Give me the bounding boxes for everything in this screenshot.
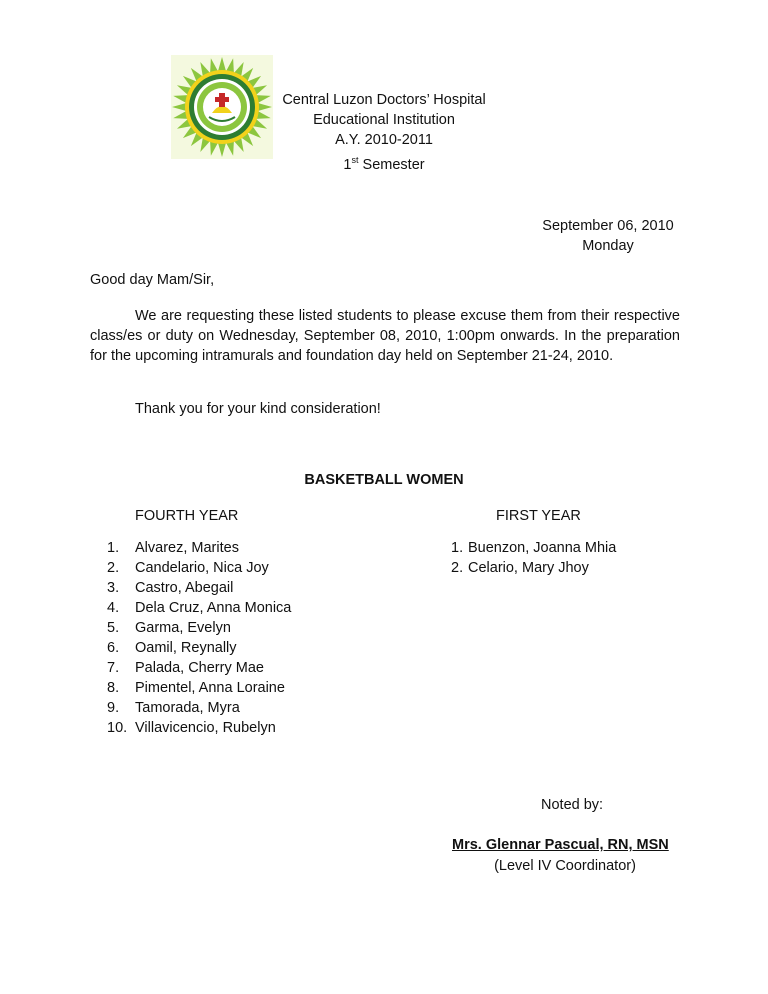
list-item xyxy=(107,638,291,658)
student-name: Candelario, Nica Joy xyxy=(135,560,269,576)
list-number: 4. xyxy=(107,600,120,616)
student-name: Pimentel, Anna Loraine xyxy=(135,680,285,696)
greeting: Good day Mam/Sir, xyxy=(90,272,215,288)
list-item xyxy=(451,538,616,558)
list-number: 3. xyxy=(107,580,120,596)
signatory-title: (Level IV Coordinator) xyxy=(494,858,636,874)
student-name: Tamorada, Myra xyxy=(135,700,240,716)
list-item xyxy=(107,538,291,558)
letter-body xyxy=(90,306,680,366)
student-name: Oamil, Reynally xyxy=(135,640,237,656)
first-year-heading: FIRST YEAR xyxy=(496,508,581,524)
student-name: Dela Cruz, Anna Monica xyxy=(135,600,292,616)
semester: 1st Semester xyxy=(343,155,425,173)
signatory-name: Mrs. Glennar Pascual, RN, MSN xyxy=(452,837,669,853)
academic-year: A.Y. 2010-2011 xyxy=(335,132,433,148)
institution-seal-logo xyxy=(171,55,273,159)
list-item xyxy=(107,658,291,678)
list-number: 9. xyxy=(107,700,120,716)
list-item xyxy=(107,718,291,738)
list-item xyxy=(107,678,291,698)
list-number: 5. xyxy=(107,620,120,636)
list-number: 6. xyxy=(107,640,120,656)
institution-subtitle: Educational Institution xyxy=(313,112,455,128)
fourth-year-list xyxy=(107,538,291,738)
student-name: Garma, Evelyn xyxy=(135,620,231,636)
student-name: Villavicencio, Rubelyn xyxy=(135,720,276,736)
first-year-list xyxy=(451,538,616,578)
list-number: 2. xyxy=(451,560,464,576)
letterhead xyxy=(262,90,506,175)
student-name: Celario, Mary Jhoy xyxy=(468,560,589,576)
student-name: Buenzon, Joanna Mhia xyxy=(468,540,617,556)
noted-by-label: Noted by: xyxy=(541,797,604,813)
list-item xyxy=(107,558,291,578)
list-number: 1. xyxy=(451,540,464,556)
list-item xyxy=(107,618,291,638)
list-number: 10. xyxy=(107,720,128,736)
student-name: Castro, Abegail xyxy=(135,580,234,596)
institution-name: Central Luzon Doctors’ Hospital xyxy=(282,92,486,108)
list-number: 1. xyxy=(107,540,120,556)
team-title: BASKETBALL WOMEN xyxy=(304,472,464,488)
list-item xyxy=(451,558,616,578)
request-paragraph: We are requesting these listed students to please excuse them from their respective class/es or duty on Wednesday, September 08, 2010, 1:00pm onwards. In the preparation for the upcoming intramurals and foundation day held on September 21-24, 2010. xyxy=(90,308,680,364)
fourth-year-heading: FOURTH YEAR xyxy=(135,508,239,524)
day-text: Monday xyxy=(582,238,634,254)
list-number: 2. xyxy=(107,560,120,576)
date-text: September 06, 2010 xyxy=(542,218,674,234)
list-item xyxy=(107,578,291,598)
list-number: 8. xyxy=(107,680,120,696)
list-item xyxy=(107,598,291,618)
letter-date xyxy=(520,216,696,256)
student-name: Palada, Cherry Mae xyxy=(135,660,264,676)
student-name: Alvarez, Marites xyxy=(135,540,239,556)
list-number: 7. xyxy=(107,660,120,676)
closing-thanks: Thank you for your kind consideration! xyxy=(135,401,381,417)
list-item xyxy=(107,698,291,718)
